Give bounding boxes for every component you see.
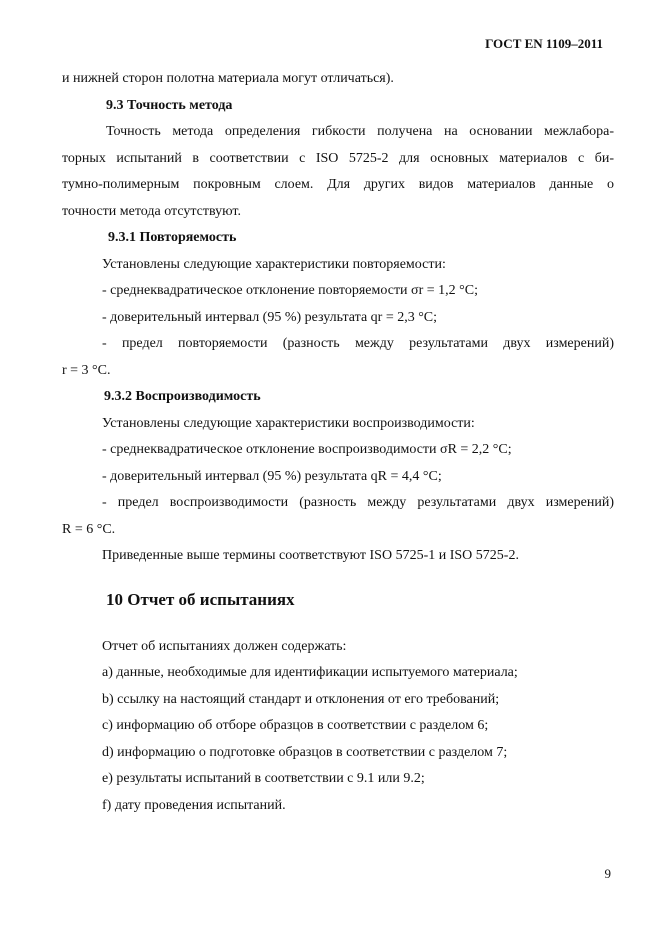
list-item: d) информацию о подготовке образцов в соответствии с разделом 7; <box>102 744 508 760</box>
page-body <box>62 66 614 819</box>
page-number: 9 <box>604 866 611 881</box>
paragraph-line: точности метода отсутствуют. <box>62 203 241 219</box>
formula-line: R = 6 °C. <box>62 521 116 537</box>
list-item: а) данные, необходимые для идентификации испытуемого материала; <box>102 665 518 680</box>
paragraph-line: Отчет об испытаниях должен содержать: <box>102 638 347 654</box>
paragraph-line: торных испытаний в соответствии с ISO 5725-2 для основных материалов с би- <box>62 150 614 166</box>
paragraph-line: Точность метода определения гибкости получена на основании межлабора- <box>106 124 614 139</box>
paragraph-line: Установлены следующие характеристики воспроизводимости: <box>102 415 475 431</box>
section-heading-9-3-2: 9.3.2 Воспроизводимость <box>104 389 261 404</box>
list-item: c) информацию об отборе образцов в соответствии с разделом 6; <box>102 718 489 733</box>
paragraph-line: тумно-полимерным покровным слоем. Для других видов материалов данные о <box>62 177 614 192</box>
text-line: и нижней сторон полотна материала могут отличаться). <box>62 71 394 86</box>
list-item: - доверительный интервал (95 %) результата qR = 4,4 °C; <box>102 468 442 484</box>
section-heading-10: 10 Отчет об испытаниях <box>106 589 295 609</box>
list-item: e) результаты испытаний в соответствии с 9.1 или 9.2; <box>102 771 425 786</box>
list-item: - предел воспроизводимости (разность между результатами двух измерений) <box>102 495 614 510</box>
list-item: f) дату проведения испытаний. <box>102 797 286 813</box>
list-item: - доверительный интервал (95 %) результата qr = 2,3 °C; <box>102 309 438 325</box>
section-heading-9-3: 9.3 Точность метода <box>106 97 233 113</box>
list-item: - предел повторяемости (разность между результатами двух измерений) <box>102 336 614 351</box>
formula-line: r = 3 °C. <box>62 362 111 378</box>
list-item: b) ссылку на настоящий стандарт и отклонения от его требований; <box>102 691 500 707</box>
list-item: - среднеквадратическое отклонение повторяемости σr = 1,2 °C; <box>102 283 478 298</box>
section-heading-9-3-1: 9.3.1 Повторяемость <box>108 230 237 245</box>
paragraph-line: Установлены следующие характеристики повторяемости: <box>102 256 446 272</box>
paragraph-line: Приведенные выше термины соответствуют ISO 5725-1 и ISO 5725-2. <box>102 548 519 563</box>
document-code-header: ГОСТ EN 1109–2011 <box>485 36 603 51</box>
list-item: - среднеквадратическое отклонение воспроизводимости σR = 2,2 °C; <box>102 442 512 457</box>
